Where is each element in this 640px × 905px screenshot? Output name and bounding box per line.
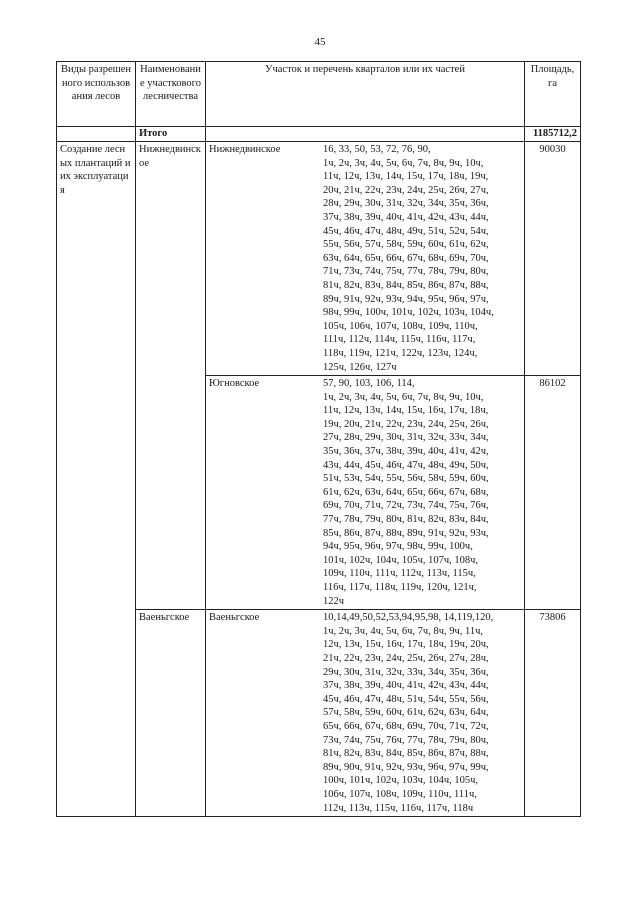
quarter-line: 71ч, 73ч, 74ч, 75ч, 77ч, 78ч, 79ч, 80ч, (323, 266, 489, 278)
quarter-line: 29ч, 30ч, 31ч, 32ч, 33ч, 34ч, 35ч, 36ч, (323, 666, 489, 678)
area-cell: 73806 (525, 610, 581, 817)
quarter-line: 37ч, 38ч, 39ч, 40ч, 41ч, 42ч, 43ч, 44ч, (323, 680, 489, 692)
quarter-line: 125ч, 126ч, 127ч (323, 361, 397, 373)
quarter-line: 16, 33, 50, 53, 72, 76, 90, (323, 144, 431, 155)
header-usage-type: Виды разрешенного использования лесов (57, 62, 136, 127)
quarter-line: 20ч, 21ч, 22ч, 23ч, 24ч, 25ч, 26ч, 27ч, (323, 184, 489, 196)
quarter-line: 63ч, 64ч, 65ч, 66ч, 67ч, 68ч, 69ч, 70ч, (323, 252, 489, 264)
total-value: 1185712,2 (525, 127, 581, 142)
quarter-line: 109ч, 110ч, 111ч, 112ч, 113ч, 115ч, (323, 568, 476, 580)
page-number: 45 (314, 36, 326, 48)
quarter-line: 65ч, 66ч, 67ч, 68ч, 69ч, 70ч, 71ч, 72ч, (323, 720, 489, 732)
quarter-line: 45ч, 46ч, 47ч, 48ч, 49ч, 51ч, 52ч, 54ч, (323, 225, 489, 237)
quarter-line: 61ч, 62ч, 63ч, 64ч, 65ч, 66ч, 67ч, 68ч, (323, 486, 489, 498)
quarter-line: 45ч, 46ч, 47ч, 48ч, 51ч, 54ч, 55ч, 56ч, (323, 693, 489, 705)
quarter-line: 73ч, 74ч, 75ч, 76ч, 77ч, 78ч, 79ч, 80ч, (323, 734, 489, 746)
quarter-line: 57ч, 58ч, 59ч, 60ч, 61ч, 62ч, 63ч, 64ч, (323, 707, 489, 719)
sites-cell (206, 142, 525, 376)
quarter-line: 1ч, 2ч, 3ч, 4ч, 5ч, 6ч, 7ч, 8ч, 9ч, 10ч, (323, 391, 484, 403)
site-name: Югновское (209, 378, 260, 390)
quarter-line: 10,14,49,50,52,53,94,95,98, 14,119,120, (323, 612, 494, 624)
quarter-list (323, 611, 521, 815)
quarter-line: 11ч, 12ч, 13ч, 14ч, 15ч, 17ч, 18ч, 19ч, (323, 171, 489, 183)
quarter-line: 27ч, 28ч, 29ч, 30ч, 31ч, 32ч, 33ч, 34ч, (323, 432, 489, 444)
quarter-line: 37ч, 38ч, 39ч, 40ч, 41ч, 42ч, 43ч, 44ч, (323, 211, 489, 223)
total-label: Итого (136, 127, 206, 142)
quarter-line: 105ч, 106ч, 107ч, 108ч, 109ч, 110ч, (323, 320, 478, 332)
quarter-line: 81ч, 82ч, 83ч, 84ч, 85ч, 86ч, 87ч, 88ч, (323, 748, 489, 760)
table-row (57, 610, 581, 817)
quarter-line: 101ч, 102ч, 104ч, 105ч, 107ч, 108ч, (323, 554, 479, 566)
quarter-line: 1ч, 2ч, 3ч, 4ч, 5ч, 6ч, 7ч, 8ч, 9ч, 10ч, (323, 157, 484, 169)
header-sites: Участок и перечень кварталов или их частей (206, 62, 525, 127)
quarter-line: 51ч, 53ч, 54ч, 55ч, 56ч, 58ч, 59ч, 60ч, (323, 473, 489, 485)
forest-usage-table (56, 61, 581, 817)
quarter-line: 11ч, 12ч, 13ч, 14ч, 15ч, 16ч, 17ч, 18ч, (323, 405, 489, 417)
quarter-line: 81ч, 82ч, 83ч, 84ч, 85ч, 86ч, 87ч, 88ч, (323, 279, 489, 291)
total-row (57, 127, 581, 142)
quarter-line: 100ч, 101ч, 102ч, 103ч, 104ч, 105ч, (323, 775, 479, 787)
quarter-line: 89ч, 91ч, 92ч, 93ч, 94ч, 95ч, 96ч, 97ч, (323, 293, 489, 305)
quarter-line: 28ч, 29ч, 30ч, 31ч, 32ч, 34ч, 35ч, 36ч, (323, 198, 489, 210)
quarter-line: 112ч, 113ч, 115ч, 116ч, 117ч, 118ч (323, 802, 474, 814)
quarter-line: 118ч, 119ч, 121ч, 122ч, 123ч, 124ч, (323, 347, 478, 359)
header-forestry-name: Наименование участкового лесничества (136, 62, 206, 127)
table-header-row (57, 62, 581, 127)
quarter-line: 12ч, 13ч, 15ч, 16ч, 17ч, 18ч, 19ч, 20ч, (323, 639, 489, 651)
sites-cell (206, 610, 525, 817)
quarter-line: 69ч, 70ч, 71ч, 72ч, 73ч, 74ч, 75ч, 76ч, (323, 500, 489, 512)
quarter-line: 122ч (323, 595, 345, 607)
quarter-line: 19ч, 20ч, 21ч, 22ч, 23ч, 24ч, 25ч, 26ч, (323, 418, 489, 430)
forestry-name-cell: Ваеньгское (136, 610, 206, 817)
quarter-line: 1ч, 2ч, 3ч, 4ч, 5ч, 6ч, 7ч, 8ч, 9ч, 11ч, (323, 625, 484, 637)
site-name: Нижнедвинское (209, 144, 281, 155)
forestry-name-cell: Нижнедвинское (136, 142, 206, 610)
usage-type-cell: Создание лесных плантаций и их эксплуатация (57, 142, 136, 817)
quarter-list (323, 377, 521, 608)
quarter-line: 77ч, 78ч, 79ч, 80ч, 81ч, 82ч, 83ч, 84ч, (323, 514, 489, 526)
header-area: Площадь, га (525, 62, 581, 127)
quarter-line: 94ч, 95ч, 96ч, 97ч, 98ч, 99ч, 100ч, (323, 541, 473, 553)
quarter-line: 85ч, 86ч, 87ч, 88ч, 89ч, 91ч, 92ч, 93ч, (323, 527, 489, 539)
site-name: Ваеньгское (209, 612, 260, 624)
area-cell: 90030 (525, 142, 581, 376)
table-row (57, 142, 581, 376)
sites-cell (206, 376, 525, 610)
quarter-list (323, 143, 521, 374)
quarter-line: 98ч, 99ч, 100ч, 101ч, 102ч, 103ч, 104ч, (323, 307, 494, 319)
quarter-line: 43ч, 44ч, 45ч, 46ч, 47ч, 48ч, 49ч, 50ч, (323, 459, 489, 471)
quarter-line: 21ч, 22ч, 23ч, 24ч, 25ч, 26ч, 27ч, 28ч, (323, 652, 489, 664)
quarter-line: 111ч, 112ч, 114ч, 115ч, 116ч, 117ч, (323, 334, 476, 346)
quarter-line: 106ч, 107ч, 108ч, 109ч, 110ч, 111ч, (323, 788, 477, 800)
quarter-line: 116ч, 117ч, 118ч, 119ч, 120ч, 121ч, (323, 582, 477, 593)
quarter-line: 55ч, 56ч, 57ч, 58ч, 59ч, 60ч, 61ч, 62ч, (323, 239, 489, 251)
area-cell: 86102 (525, 376, 581, 610)
quarter-line: 89ч, 90ч, 91ч, 92ч, 93ч, 96ч, 97ч, 99ч, (323, 761, 489, 773)
quarter-line: 57, 90, 103, 106, 114, (323, 378, 415, 390)
quarter-line: 35ч, 36ч, 37ч, 38ч, 39ч, 40ч, 41ч, 42ч, (323, 446, 489, 458)
